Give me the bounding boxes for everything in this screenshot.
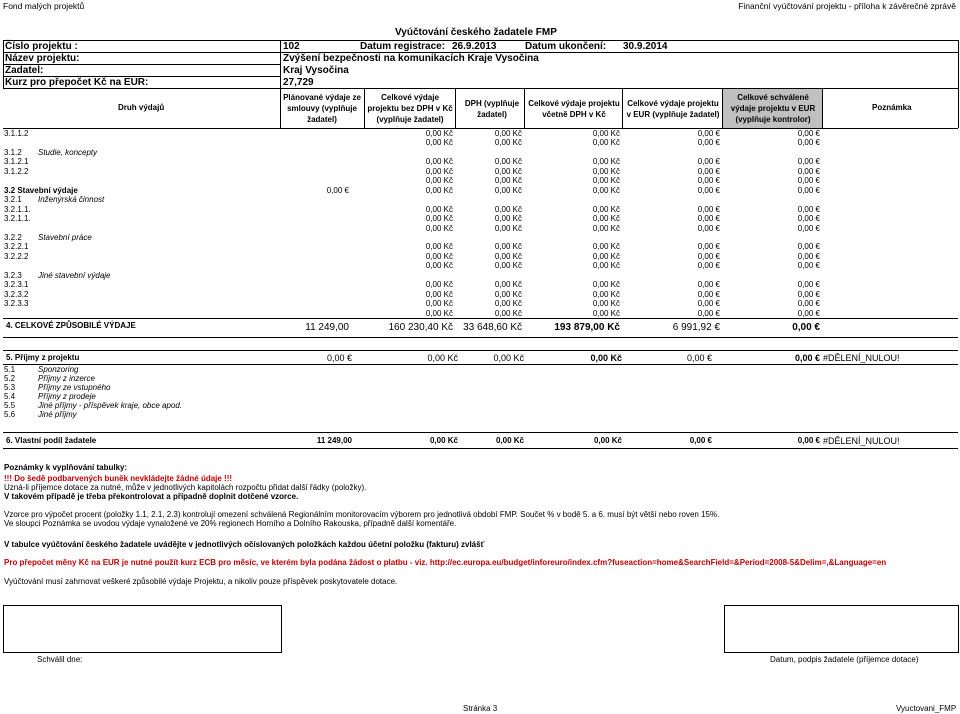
project-name-value: Zvýšení bezpečnosti na komunikacích Kraje Vysočina	[283, 53, 539, 64]
income-planned: 0,00 €	[326, 353, 352, 363]
row-cell-c4[interactable]: 0,00 Kč	[592, 129, 620, 138]
row-cell-c3[interactable]: 0,00 Kč	[494, 280, 522, 290]
row-cell-c5[interactable]: 0,00 €	[697, 204, 720, 214]
notes-line-2: V takovém případě je třeba překontrolovat a případně doplnit dotčené vzorce.	[4, 492, 299, 501]
row-cell-c2[interactable]: 0,00 Kč	[425, 204, 453, 214]
row-cell-c2[interactable]: 0,00 Kč	[425, 166, 453, 176]
col-approved-eur: Celkové schválené výdaje projektu v EUR (vyplňuje kontrolor)	[730, 93, 816, 124]
row-cell-c6[interactable]: 0,00 €	[797, 138, 820, 148]
row-cell-c2[interactable]: 0,00 Kč	[425, 308, 453, 318]
row-cell-c6[interactable]: 0,00 €	[797, 223, 820, 233]
row-code: 3.2.2.2	[4, 251, 29, 261]
row-cell-c6[interactable]: 0,00 €	[797, 129, 820, 138]
row-cell-c3[interactable]: 0,00 Kč	[494, 129, 522, 138]
project-number-label: Číslo projektu :	[5, 41, 78, 52]
row-cell-c6[interactable]: 0,00 €	[797, 166, 820, 176]
end-date-label: Datum ukončení:	[525, 41, 607, 52]
notes-line-4: Ve sloupci Poznámka se uvodou výdaje vynaložené ve 20% regionech Horního a Dolního Rakouska, případně další komentáře.	[4, 519, 457, 528]
total-eur: 6 991,92 €	[672, 322, 720, 333]
income-item-code: 5.4	[4, 392, 16, 401]
income-vat: 0,00 Kč	[493, 353, 524, 363]
row-code: 3.2.2	[4, 232, 22, 242]
row-code: 3.2.2.1	[4, 242, 29, 252]
row-cell-c4[interactable]: 0,00 Kč	[592, 289, 620, 299]
row-cell-c3[interactable]: 0,00 Kč	[494, 185, 522, 195]
col-expense-type: Druh výdajů	[118, 103, 165, 112]
row-cell-c4[interactable]: 0,00 Kč	[592, 251, 620, 261]
row-cell-c5[interactable]: 0,00 €	[697, 185, 720, 195]
row-cell-c3[interactable]: 0,00 Kč	[494, 261, 522, 271]
row-cell-c5[interactable]: 0,00 €	[697, 242, 720, 252]
row-cell-c6[interactable]: 0,00 €	[797, 185, 820, 195]
row-cell-c1[interactable]: 0,00 €	[326, 185, 349, 195]
income-item-code: 5.3	[4, 383, 16, 392]
row-cell-c2[interactable]: 0,00 Kč	[425, 176, 453, 186]
income-item-label: Příjmy ze vstupného	[38, 383, 111, 392]
own-eur: 0,00 €	[689, 436, 712, 445]
row-cell-c5[interactable]: 0,00 €	[697, 166, 720, 176]
row-cell-c2[interactable]: 0,00 Kč	[425, 299, 453, 309]
row-cell-c6[interactable]: 0,00 €	[797, 251, 820, 261]
row-cell-c6[interactable]: 0,00 €	[797, 308, 820, 318]
row-cell-c6[interactable]: 0,00 €	[797, 289, 820, 299]
row-cell-c2[interactable]: 0,00 Kč	[425, 280, 453, 290]
row-code: 3.2.1.1.	[4, 204, 31, 214]
notes-heading: Poznámky k vyplňování tabulky:	[4, 463, 128, 472]
row-cell-c6[interactable]: 0,00 €	[797, 176, 820, 186]
applicant-signature-box[interactable]	[724, 605, 959, 653]
income-label: 5. Příjmy z projektu	[6, 353, 80, 362]
income-item-label: Příjmy z inzerce	[38, 374, 95, 383]
row-cell-c4[interactable]: 0,00 Kč	[592, 308, 620, 318]
row-cell-c2[interactable]: 0,00 Kč	[425, 185, 453, 195]
row-cell-c2[interactable]: 0,00 Kč	[425, 138, 453, 148]
end-date-value: 30.9.2014	[623, 41, 668, 52]
row-code: 3.2.3	[4, 270, 22, 280]
row-cell-c5[interactable]: 0,00 €	[697, 289, 720, 299]
row-cell-c2[interactable]: 0,00 Kč	[425, 261, 453, 271]
income-eur: 0,00 €	[686, 353, 712, 363]
sheet-name: Vyuctovani_FMP	[896, 704, 957, 713]
income-note: #DĚLENÍ_NULOU!	[823, 353, 900, 363]
total-approved-eur: 0,00 €	[792, 322, 820, 333]
row-code: 3.2.1.1.	[4, 214, 31, 224]
project-name-label: Název projektu:	[5, 53, 80, 64]
header-left: Fond malých projektů	[3, 1, 85, 11]
notes-warning: !!! Do šedě podbarvených buněk nevkládejte žádné údaje !!!	[4, 474, 233, 483]
row-label: Studie, koncepty	[38, 147, 98, 157]
row-cell-c6[interactable]: 0,00 €	[797, 204, 820, 214]
row-cell-c3[interactable]: 0,00 Kč	[494, 166, 522, 176]
row-cell-c4[interactable]: 0,00 Kč	[592, 166, 620, 176]
income-with-vat: 0,00 Kč	[590, 353, 622, 363]
row-cell-c5[interactable]: 0,00 €	[697, 261, 720, 271]
col-planned: Plánované výdaje ze smlouvy (vyplňuje žadatel)	[283, 93, 361, 124]
row-cell-c4[interactable]: 0,00 Kč	[592, 299, 620, 309]
row-cell-c2[interactable]: 0,00 Kč	[425, 129, 453, 138]
row-cell-c5[interactable]: 0,00 €	[697, 129, 720, 138]
exchange-rate-label: Kurz pro přepočet Kč na EUR:	[5, 77, 149, 88]
row-cell-c4[interactable]: 0,00 Kč	[592, 223, 620, 233]
row-code: 3.2.3.1	[4, 280, 29, 290]
sheet-title: Vyúčtování českého žadatele FMP	[395, 27, 557, 38]
row-cell-c6[interactable]: 0,00 €	[797, 214, 820, 224]
col-note: Poznámka	[872, 103, 912, 112]
row-cell-c3[interactable]: 0,00 Kč	[494, 251, 522, 261]
income-item-code: 5.2	[4, 374, 16, 383]
col-with-vat: Celkové výdaje projektu včetně DPH v Kč	[528, 99, 620, 119]
own-approved-eur: 0,00 €	[797, 436, 820, 445]
row-cell-c3[interactable]: 0,00 Kč	[494, 223, 522, 233]
total-without-vat: 160 230,40 Kč	[388, 322, 453, 333]
notes-line-7: Vyúčtování musí zahrnovat veškeré způsobilé výdaje Projektu, a nikoliv pouze příspěvek poskytovatele dotace.	[4, 577, 398, 586]
row-cell-c4[interactable]: 0,00 Kč	[592, 204, 620, 214]
row-cell-c6[interactable]: 0,00 €	[797, 280, 820, 290]
row-cell-c3[interactable]: 0,00 Kč	[494, 157, 522, 167]
total-with-vat: 193 879,00 Kč	[554, 322, 620, 333]
row-cell-c2[interactable]: 0,00 Kč	[425, 242, 453, 252]
row-cell-c4[interactable]: 0,00 Kč	[592, 176, 620, 186]
row-cell-c5[interactable]: 0,00 €	[697, 176, 720, 186]
row-cell-c5[interactable]: 0,00 €	[697, 308, 720, 318]
total-planned: 11 249,00	[305, 322, 349, 333]
row-code: 3.2 Stavební výdaje	[4, 185, 78, 195]
row-cell-c2[interactable]: 0,00 Kč	[425, 157, 453, 167]
row-cell-c2[interactable]: 0,00 Kč	[425, 214, 453, 224]
row-label: Inženýrská činnost	[38, 195, 105, 205]
col-vat: DPH (vyplňuje žadatel)	[464, 99, 520, 119]
income-item-label: Jiné příjmy	[38, 410, 77, 419]
row-cell-c6[interactable]: 0,00 €	[797, 157, 820, 167]
own-vat: 0,00 Kč	[495, 436, 524, 445]
total-vat: 33 648,60 Kč	[463, 322, 522, 333]
row-cell-c6[interactable]: 0,00 €	[797, 299, 820, 309]
row-cell-c6[interactable]: 0,00 €	[797, 242, 820, 252]
notes-line-6: Pro přepočet měny Kč na EUR je nutné použít kurz ECB pro měsíc, ve kterém byla podána žádost o platbu - viz. http://ec.europa.eu/budget/inforeuro/index.cfm?fuseaction=home&SearchField=&Period=2008-5&Delim=,&Language=en	[4, 558, 887, 567]
own-planned: 11 249,00	[316, 436, 352, 445]
row-cell-c3[interactable]: 0,00 Kč	[494, 214, 522, 224]
exchange-rate-value: 27,729	[283, 77, 314, 88]
project-number-value: 102	[283, 41, 300, 52]
row-cell-c5[interactable]: 0,00 €	[697, 138, 720, 148]
col-without-vat: Celkové výdaje projektu bez DPH v Kč (vyplňuje žadatel)	[367, 93, 453, 124]
applicant-signature-label: Datum, podpis žadatele (příjemce dotace)	[770, 655, 919, 664]
row-label: Jiné stavební výdaje	[38, 270, 111, 280]
row-code: 3.1.2	[4, 147, 22, 157]
notes-line-5: V tabulce vyúčtování českého žadatele uvádějte v jednotlivých očíslovaných položkách každou účetní položku (fakturu) zvlášť	[4, 540, 485, 549]
row-cell-c3[interactable]: 0,00 Kč	[494, 242, 522, 252]
row-cell-c3[interactable]: 0,00 Kč	[494, 138, 522, 148]
col-eur: Celkové výdaje projektu v EUR (vyplňuje žadatel)	[626, 99, 720, 119]
income-item-label: Sponzoring	[38, 365, 79, 374]
row-cell-c3[interactable]: 0,00 Kč	[494, 176, 522, 186]
row-cell-c6[interactable]: 0,00 €	[797, 261, 820, 271]
row-cell-c4[interactable]: 0,00 Kč	[592, 214, 620, 224]
row-code: 3.1.2.1	[4, 157, 29, 167]
total-label: 4. CELKOVÉ ZPŮSOBILÉ VÝDAJE	[6, 321, 136, 330]
row-cell-c5[interactable]: 0,00 €	[697, 157, 720, 167]
header-right: Finanční vyúčtování projektu - příloha k závěrečné zprávě	[738, 1, 956, 11]
row-label: Stavební práce	[38, 232, 92, 242]
income-without-vat: 0,00 Kč	[427, 353, 458, 363]
applicant-value: Kraj Vysočina	[283, 65, 349, 76]
applicant-label: Žadatel:	[5, 65, 44, 76]
own-label: 6. Vlastní podíl žadatele	[6, 436, 97, 445]
income-item-code: 5.6	[4, 410, 16, 419]
page-header	[0, 0, 960, 12]
row-cell-c5[interactable]: 0,00 €	[697, 214, 720, 224]
row-cell-c3[interactable]: 0,00 Kč	[494, 289, 522, 299]
registration-date-label: Datum registrace:	[360, 41, 446, 52]
income-item-code: 5.1	[4, 365, 16, 374]
row-code: 3.2.1	[4, 195, 22, 205]
income-item-label: Jiné příjmy - příspěvek kraje, obce apod.	[38, 401, 183, 410]
row-code: 3.1.2.2	[4, 166, 29, 176]
notes-line-3: Vzorce pro výpočet procent (položky 1.1, 2.1, 2.3) kontrolují omezení schválená Regionálním monitorovacím výborem pro jednotlivá období FMP. Součet % v bodě 5. a 6. musí být větší nebo roven 15%.	[4, 510, 720, 519]
row-cell-c5[interactable]: 0,00 €	[697, 223, 720, 233]
row-cell-c4[interactable]: 0,00 Kč	[592, 242, 620, 252]
row-cell-c4[interactable]: 0,00 Kč	[592, 261, 620, 271]
income-approved-eur: 0,00 €	[794, 353, 820, 363]
row-cell-c2[interactable]: 0,00 Kč	[425, 223, 453, 233]
row-cell-c5[interactable]: 0,00 €	[697, 251, 720, 261]
notes-line-1: Uzná-li příjemce dotace za nutné, může v jednotlivých kapitolách rozpočtu přidat další řádky (položky).	[4, 483, 367, 492]
row-cell-c4[interactable]: 0,00 Kč	[592, 280, 620, 290]
row-cell-c2[interactable]: 0,00 Kč	[425, 289, 453, 299]
row-cell-c4[interactable]: 0,00 Kč	[592, 185, 620, 195]
income-item-code: 5.5	[4, 401, 16, 410]
income-item-label: Příjmy z prodeje	[38, 392, 96, 401]
row-cell-c5[interactable]: 0,00 €	[697, 299, 720, 309]
own-note: #DĚLENÍ_NULOU!	[823, 436, 900, 446]
row-cell-c3[interactable]: 0,00 Kč	[494, 299, 522, 309]
approval-date-label: Schválil dne:	[37, 655, 83, 664]
row-cell-c5[interactable]: 0,00 €	[697, 280, 720, 290]
row-cell-c2[interactable]: 0,00 Kč	[425, 251, 453, 261]
row-cell-c3[interactable]: 0,00 Kč	[494, 308, 522, 318]
page-number: Stránka 3	[463, 704, 498, 713]
own-with-vat: 0,00 Kč	[593, 436, 622, 445]
row-code: 3.2.3.3	[4, 299, 29, 309]
row-code: 3.1.1.2	[4, 129, 29, 138]
own-without-vat: 0,00 Kč	[429, 436, 458, 445]
row-cell-c4[interactable]: 0,00 Kč	[592, 157, 620, 167]
approval-signature-box[interactable]	[3, 605, 282, 653]
row-cell-c3[interactable]: 0,00 Kč	[494, 204, 522, 214]
row-cell-c4[interactable]: 0,00 Kč	[592, 138, 620, 148]
row-code: 3.2.3.2	[4, 289, 29, 299]
registration-date-value: 26.9.2013	[452, 41, 497, 52]
